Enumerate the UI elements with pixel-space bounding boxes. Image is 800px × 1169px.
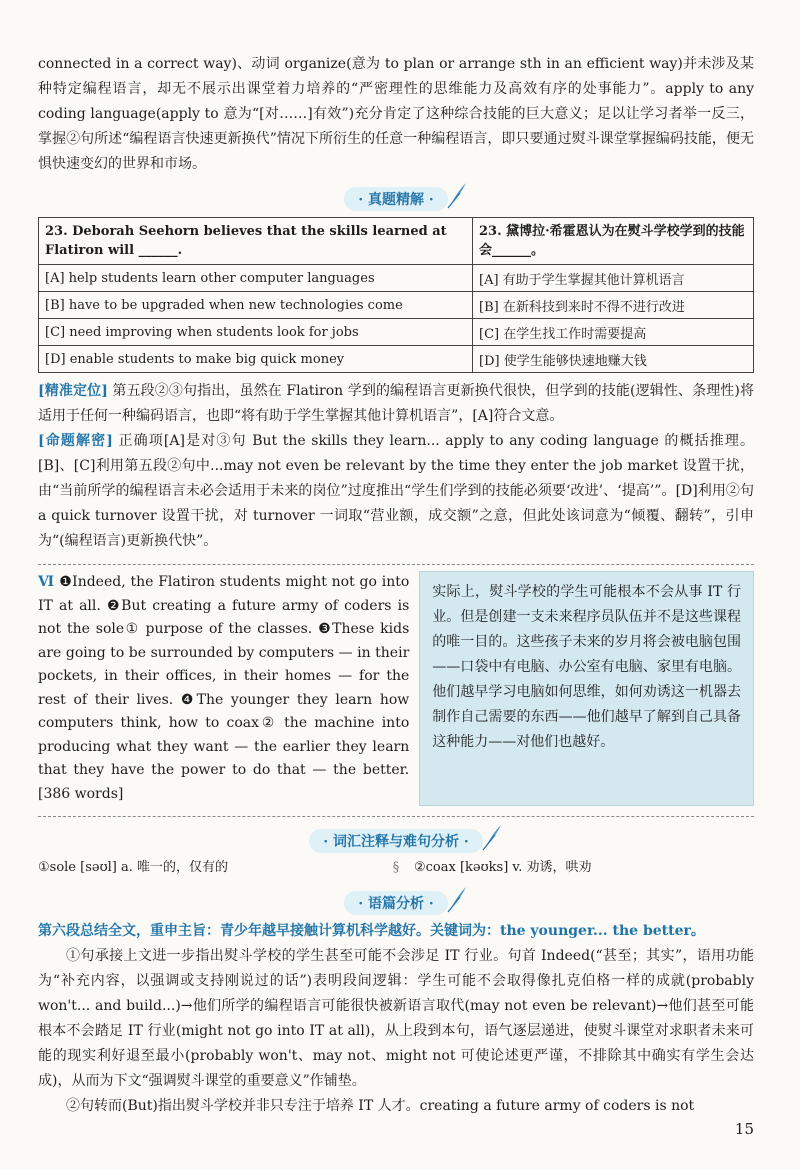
option-cn: [D] 使学生能够快速地赚大钱 [473,346,754,373]
paragraph-label: Ⅵ [38,574,55,590]
quill-icon [446,181,468,209]
spiral-icon: § [392,860,400,875]
summary-paragraph: ②句转而(But)指出熨斗学校并非只专注于培养 IT 人才。creating a future army of coders is not [66,1098,695,1114]
option-en: [C] need improving when students look for jobs [39,319,473,346]
page-number: 15 [734,1120,754,1138]
vocab-list [38,857,754,879]
summary-paragraph: ①句承接上文进一步指出熨斗学校的学生甚至可能不会涉足 IT 行业。句首 Indeed(“甚至；其实”，语用功能为“补充内容，以强调或支持刚说过的话”)表明段间逻辑：学生可能不会取得像扎克伯格一样的成就(probably won't... and build...)→他们所学的编程语言可能很快被新语言取代(may not even be relevant)→他们甚至可能根本不会踏足 IT 行业(might not go into IT at all)，从上段到本句，语气逐层递进，使熨斗课堂对求职者未来可能的现实利好退至最小(probably won't、may not、might not 可使论述更严谨，不排除其中确实有学生会达成)，从而为下文“强调熨斗课堂的重要意义”作铺垫。 [38,948,754,1089]
analysis-tag: [命题解密] [38,433,113,449]
question-en: 23. Deborah Seehorn believes that the skills learned at Flatiron will ______. [39,218,473,265]
passage-translation: 实际上，熨斗学校的学生可能根本不会从事 IT 行业。但是创建一支未来程序员队伍并不是这些课程的唯一目的。这些孩子未来的岁月将会被电脑包围——口袋中有电脑、办公室有电脑、家里有电脑。他们越早学习电脑如何思维，如何劝诱这一机器去制作自己需要的东西——他们越早了解到自己具备这种能力——对他们也越好。 [419,571,754,806]
section-title: · 词汇注释与难句分析 · [323,834,469,850]
option-en: [D] enable students to make big quick money [39,346,473,373]
option-cn: [C] 在学生找工作时需要提高 [473,319,754,346]
passage-english [38,571,419,806]
section-pill [344,187,448,211]
analysis-text: 正确项[A]是对③句 But the skills they learn... apply to any coding language 的概括推理。[B]、[C]利用第五段②句中...may not even be relevant by the time they enter the job market 设置干扰，由“当前所学的编程语言未必会适用于未来的岗位”过度推出“学生们学到的技能必须要‘改进’、‘提高’”。[D]利用②句 a quick turnover 设置干扰，对 turnover 一词取“营业额，成交额”之意，但此处该词意为“倾覆、翻转”，引申为“(编程语言)更新换代快”。 [38,433,755,549]
analysis-decode [38,429,754,554]
divider [38,816,754,817]
section-pill [344,891,448,915]
table-row [39,218,754,265]
passage-analysis-header [38,891,754,915]
question-table [38,217,754,373]
analysis-tag: [精准定位] [38,383,108,399]
quill-icon [481,823,503,851]
vocab-item: ①sole [səʊl] a. 唯一的，仅有的 [38,860,229,875]
question-cn: 23. 黛博拉·希霍恩认为在熨斗学校学到的技能会______。 [473,218,754,265]
table-row [39,346,754,373]
analysis-locate [38,379,754,429]
section-pill [309,829,483,853]
section-title: · 语篇分析 · [358,896,434,912]
true-question-header [38,187,754,211]
option-en: [A] help students learn other computer languages [39,265,473,292]
section-title: · 真题精解 · [358,192,434,208]
table-row [39,292,754,319]
vocab-item: ②coax [kəʊks] v. 劝诱，哄劝 [414,860,592,875]
table-row [39,265,754,292]
intro-paragraph: connected in a correct way)、动词 organize(意为 to plan or arrange sth in an efficient way)并未涉及某种特定编程语言，却无不展示出课堂着力培养的“严密理性的思维能力及高效有序的处事能力”。apply to any coding language(apply to 意为“[对……]有效”)充分肯定了这种综合技能的巨大意义；足以让学习者举一反三，掌握②句所述“编程语言快速更新换代”情况下所衍生的任意一种编程语言，即只要通过熨斗课堂掌握编码技能，便无惧快速变幻的世界和市场。 [38,56,754,172]
summary-heading: 第六段总结全文，重申主旨：青少年越早接触计算机科学越好。关键词为：the younger... the better。 [38,923,705,939]
analysis-text: 第五段②③句指出，虽然在 Flatiron 学到的编程语言更新换代很快，但学到的技能(逻辑性、条理性)将适用于任何一种编码语言，也即“将有助于学生掌握其他计算机语言”，[A]符合文意。 [38,383,754,424]
divider [38,564,754,565]
page-content [38,52,754,1119]
option-en: [B] have to be upgraded when new technologies come [39,292,473,319]
vocab-header [38,829,754,853]
quill-icon [446,885,468,913]
passage-english-text: ❶Indeed, the Flatiron students might not go into IT at all. ❷But creating a future army of coders is not the sole① purpose of the classes. ❸These kids are going to be surrounded by computers — in their pockets, in their offices, in their homes — for the rest of their lives. ❹The younger they learn how computers think, how to coax② the machine into producing what they want — the earlier they learn that they have the power to do that — the better. [386 words] [38,574,410,802]
option-cn: [A] 有助于学生掌握其他计算机语言 [473,265,754,292]
passage-block [38,571,754,806]
option-cn: [B] 在新科技到来时不得不进行改进 [473,292,754,319]
table-row [39,319,754,346]
